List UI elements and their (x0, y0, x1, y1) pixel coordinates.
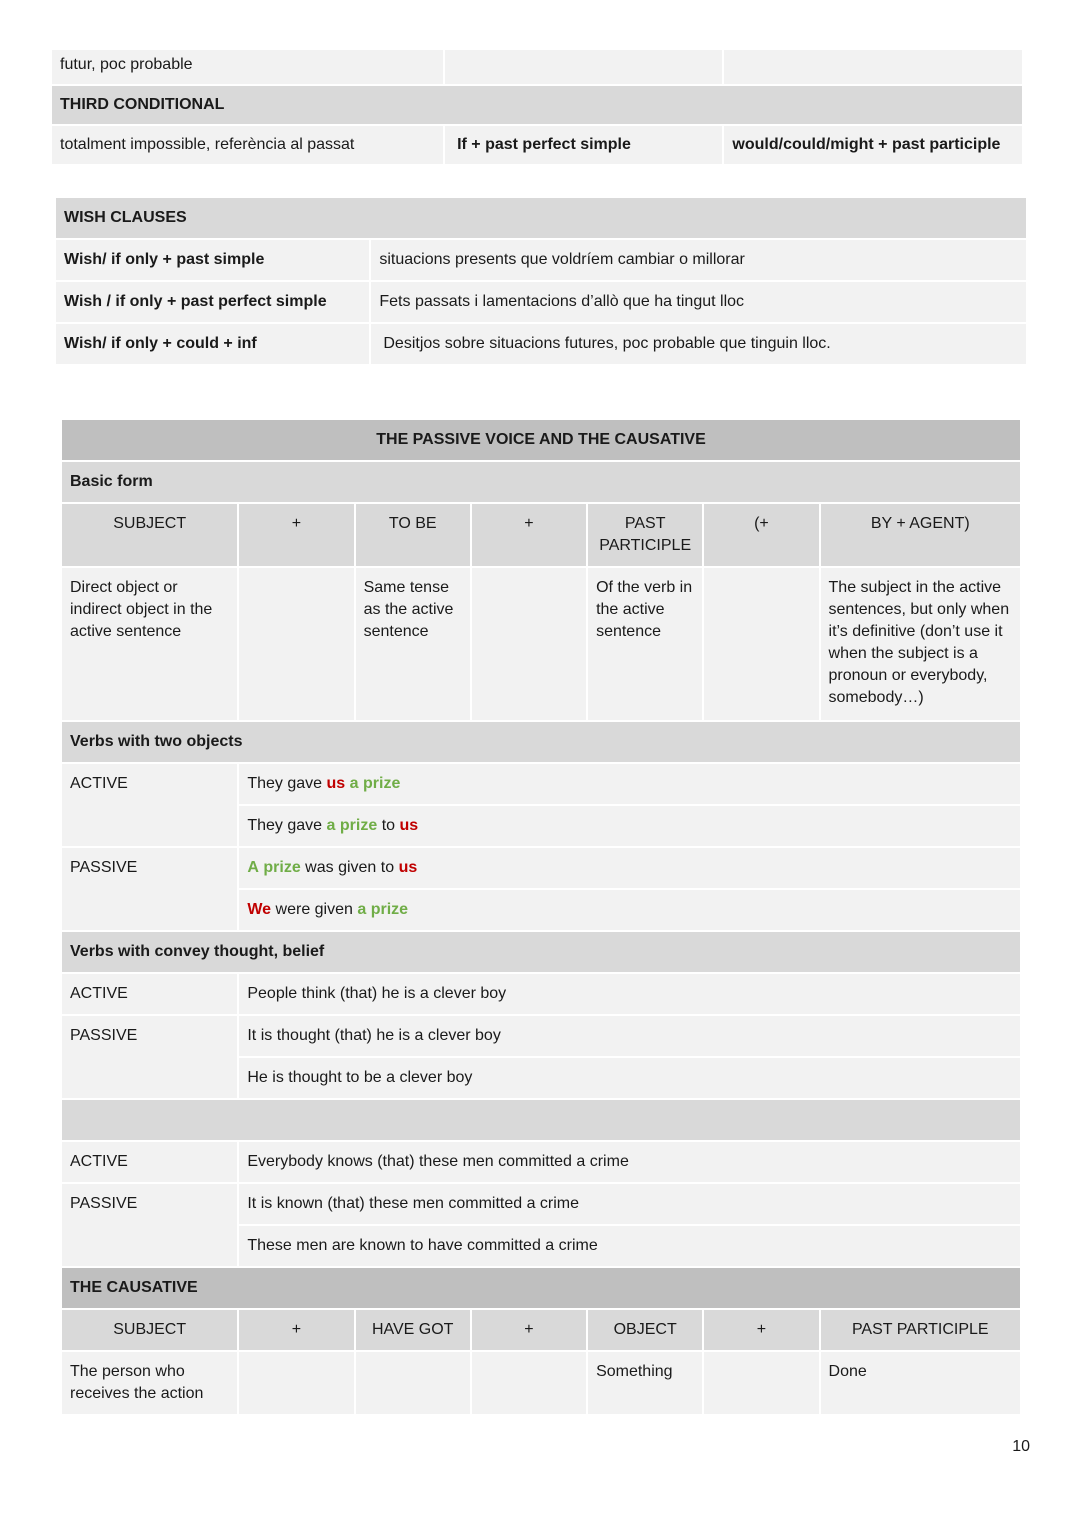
two-objects-passive-ex-1: A prize was given to us (239, 848, 1020, 888)
spacer-row (62, 1100, 1020, 1140)
two-objects-active-ex-2: They gave a prize to us (239, 806, 1020, 846)
two-objects-passive-ex-2: We were given a prize (239, 890, 1020, 930)
basic-form-header: Basic form (62, 462, 1020, 502)
desc-past-participle: Of the verb in the active sentence (588, 568, 702, 720)
passive-title: THE PASSIVE VOICE AND THE CAUSATIVE (62, 420, 1020, 460)
third-conditional-result: would/could/might + past participle (724, 126, 1022, 164)
desc-to-be: Same tense as the active sentence (356, 568, 470, 720)
cond-futur-cell: futur, poc probable (52, 50, 443, 84)
caus-col-plus-1: + (239, 1310, 353, 1350)
thought-passive-ex-2: He is thought to be a clever boy (239, 1058, 1020, 1098)
col-plus-2: + (472, 504, 586, 566)
col-plus-1: + (239, 504, 353, 566)
caus-object-desc: Something (588, 1352, 702, 1414)
page-number: 10 (1012, 1438, 1030, 1455)
known-passive-ex-2: These men are known to have committed a crime (239, 1226, 1020, 1266)
caus-col-subject: SUBJECT (62, 1310, 237, 1350)
thought-passive-ex-1: It is thought (that) he is a clever boy (239, 1016, 1020, 1056)
known-passive-label: PASSIVE (62, 1184, 237, 1266)
known-active-ex: Everybody knows (that) these men committed a crime (239, 1142, 1020, 1182)
caus-col-past-participle: PAST PARTICIPLE (821, 1310, 1020, 1350)
col-past-participle: PAST PARTICIPLE (588, 504, 702, 566)
col-to-be: TO BE (356, 504, 470, 566)
wish-header: WISH CLAUSES (56, 198, 1026, 238)
wish-use-3: Desitjos sobre situacions futures, poc probable que tinguin lloc. (371, 324, 1026, 364)
third-conditional-use: totalment impossible, referència al passat (52, 126, 443, 164)
thought-header: Verbs with convey thought, belief (62, 932, 1020, 972)
col-subject: SUBJECT (62, 504, 237, 566)
col-open-paren: (+ (704, 504, 818, 566)
thought-passive-label: PASSIVE (62, 1016, 237, 1098)
col-by-agent: BY + AGENT) (821, 504, 1020, 566)
thought-active-ex: People think (that) he is a clever boy (239, 974, 1020, 1014)
desc-subject: Direct object or indirect object in the active sentence (62, 568, 237, 720)
wish-form-1: Wish/ if only + past simple (56, 240, 369, 280)
wish-clauses-table (54, 196, 1028, 366)
two-objects-header: Verbs with two objects (62, 722, 1020, 762)
wish-use-1: situacions presents que voldríem cambiar o millorar (371, 240, 1026, 280)
caus-col-plus-3: + (704, 1310, 818, 1350)
third-conditional-if: If + past perfect simple (445, 126, 722, 164)
caus-col-plus-2: + (472, 1310, 586, 1350)
caus-subject-desc: The person who receives the action (62, 1352, 237, 1414)
known-passive-ex-1: It is known (that) these men committed a crime (239, 1184, 1020, 1224)
two-objects-active-ex-1: They gave us a prize (239, 764, 1020, 804)
thought-active-label: ACTIVE (62, 974, 237, 1014)
wish-form-2: Wish / if only + past perfect simple (56, 282, 369, 322)
caus-pp-desc: Done (821, 1352, 1020, 1414)
known-active-label: ACTIVE (62, 1142, 237, 1182)
desc-agent: The subject in the active sentences, but only when it’s definitive (don’t use it when the subject is a pronoun or everybody, somebody…) (821, 568, 1020, 720)
caus-col-have-got: HAVE GOT (356, 1310, 470, 1350)
third-conditional-header: THIRD CONDITIONAL (52, 86, 1022, 124)
two-objects-passive-label: PASSIVE (62, 848, 237, 930)
wish-use-2: Fets passats i lamentacions d’allò que ha tingut lloc (371, 282, 1026, 322)
conditionals-table (50, 48, 1024, 166)
caus-col-object: OBJECT (588, 1310, 702, 1350)
passive-voice-table (60, 418, 1022, 1416)
causative-header: THE CAUSATIVE (62, 1268, 1020, 1308)
wish-form-3: Wish/ if only + could + inf (56, 324, 369, 364)
two-objects-active-label: ACTIVE (62, 764, 237, 846)
